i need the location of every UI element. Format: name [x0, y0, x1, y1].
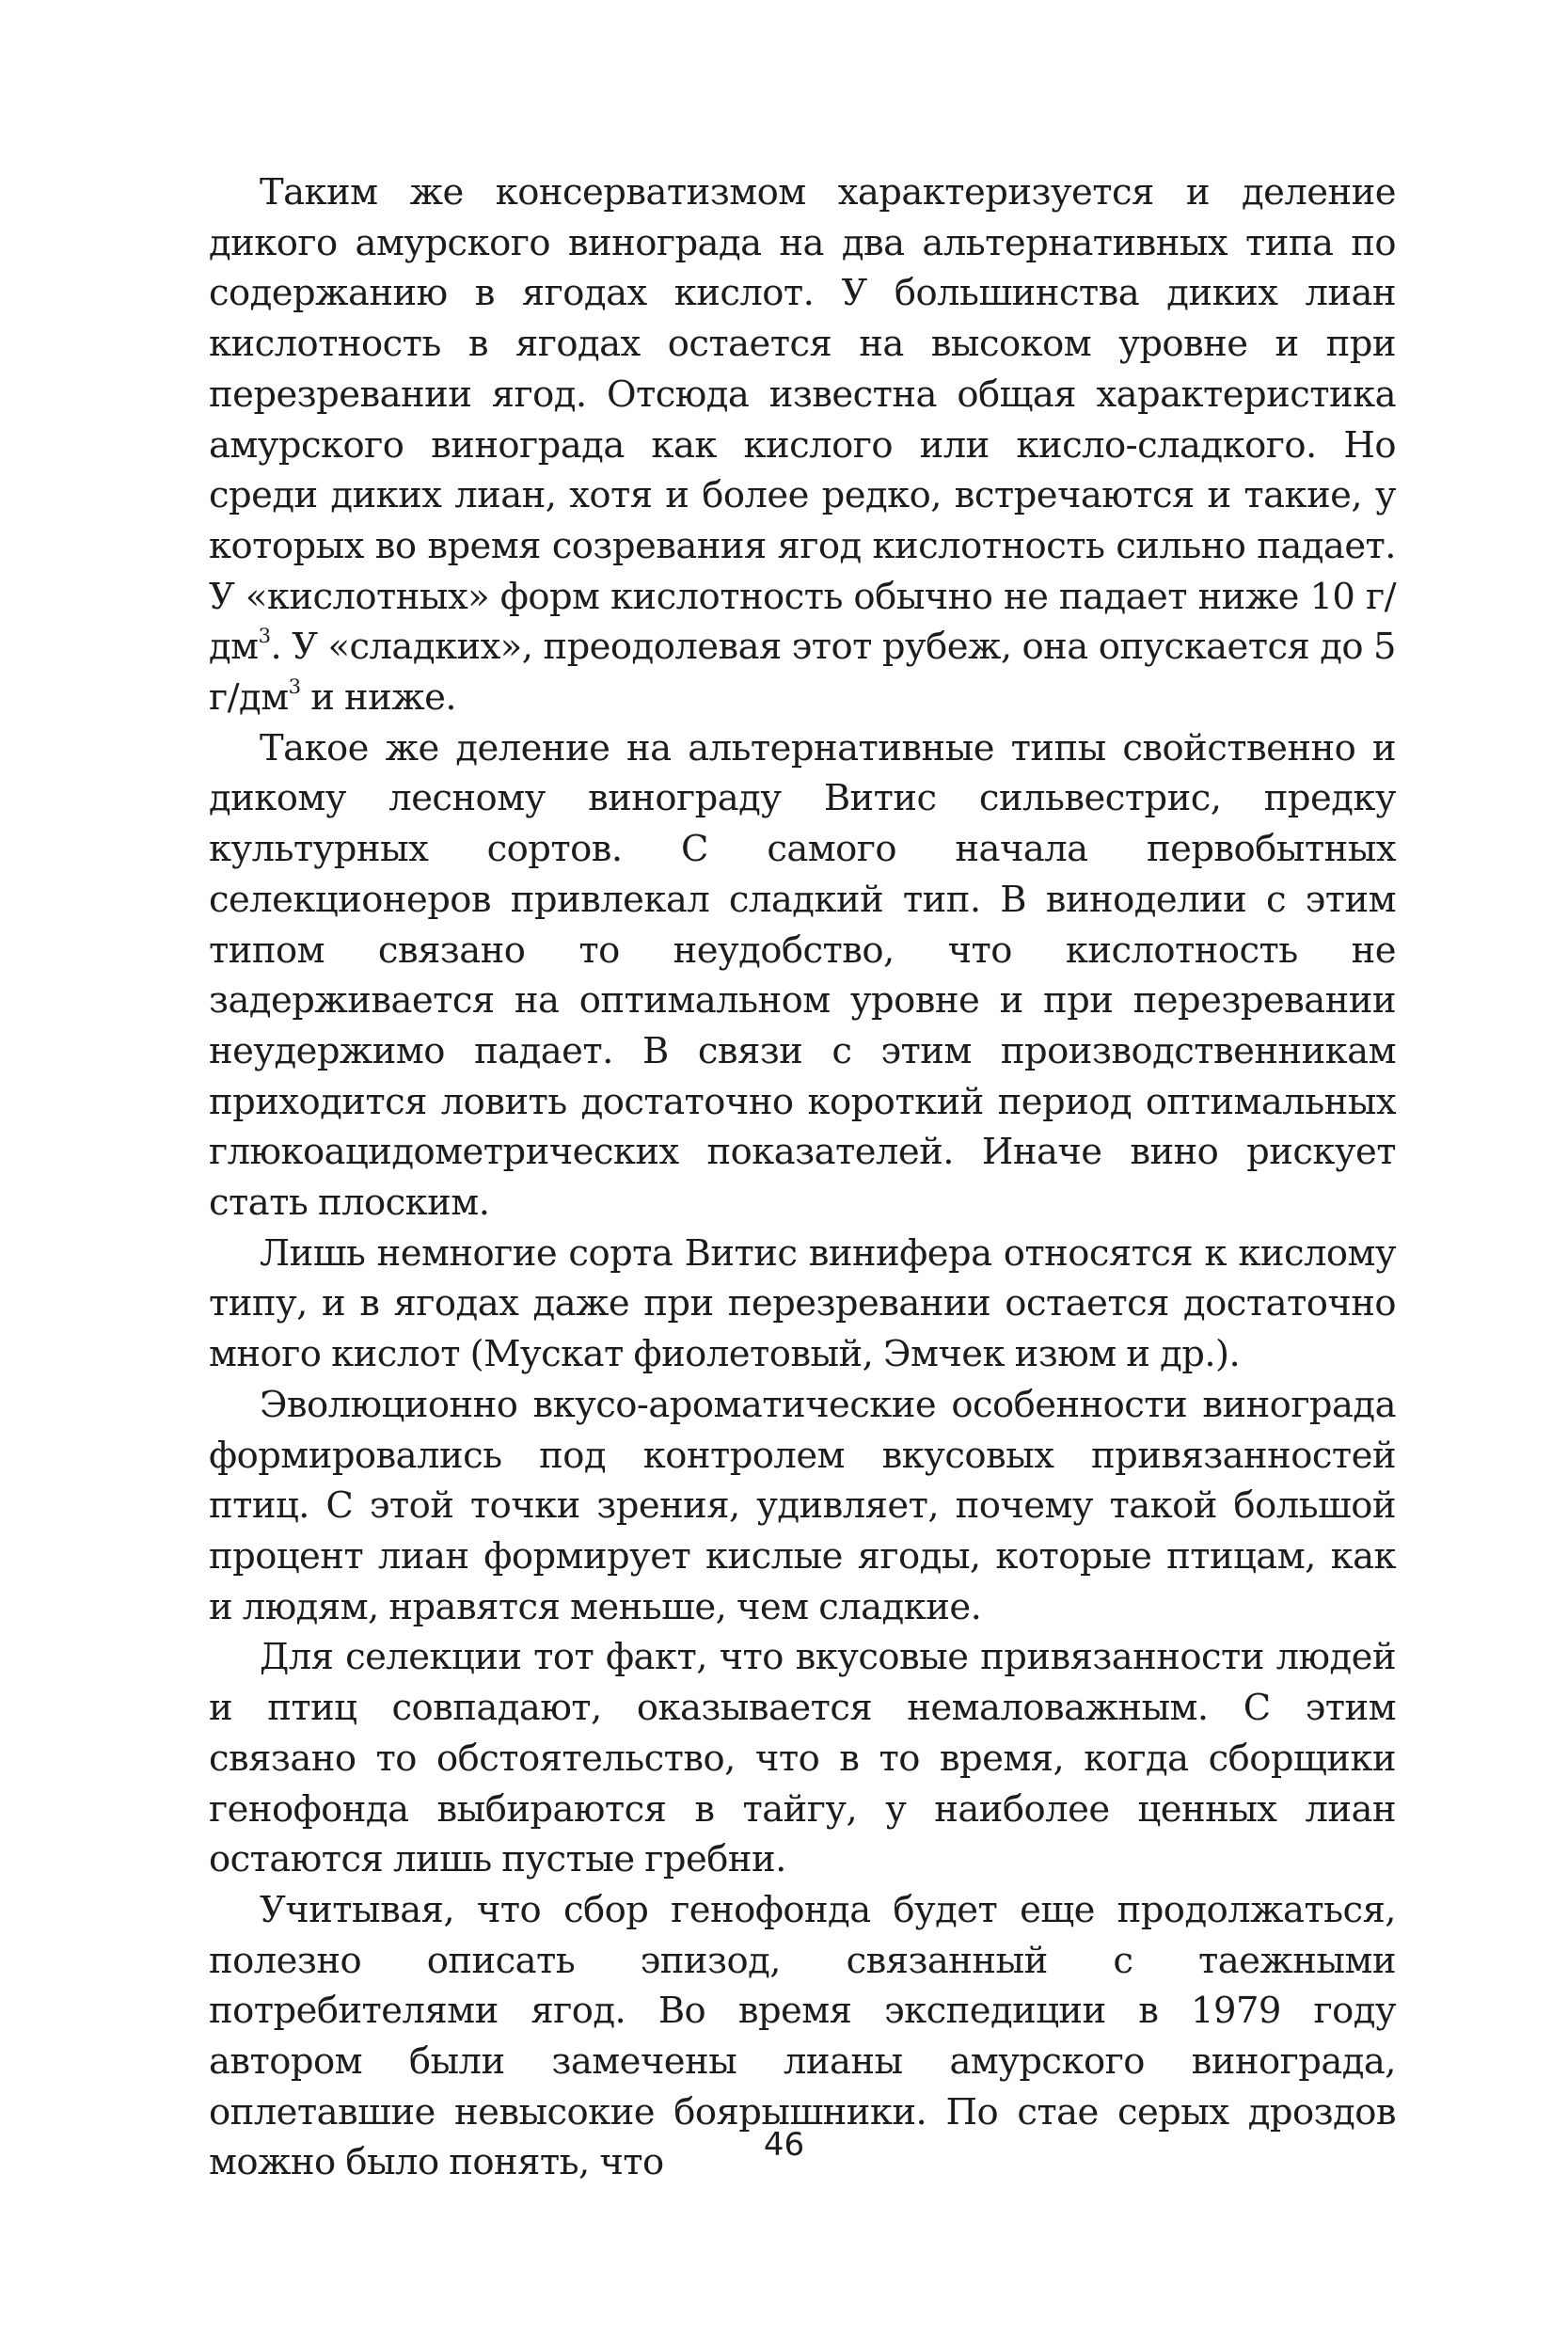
paragraph-1-part-3: и ниже.: [300, 676, 457, 720]
paragraph-3: Лишь немногие сорта Витис винифера относятся к кислому типу, и в ягодах даже при перезревании остается достаточно много кислот (Мускат фиолетовый, Эмчек изюм и др.).: [209, 1231, 1396, 1376]
superscript-cubed: 3: [288, 674, 301, 699]
superscript-cubed: 3: [258, 624, 271, 648]
paragraph-1-part-1: Таким же консерватизмом характеризуется и деление дикого амурского винограда на два альтернативных типа по содержанию в ягодах кислот. У большинства диких лиан кислотность в ягодах остается на высоком уровне и при перезревании ягод. Отсюда известна общая характеристика амурского винограда как кислого или кисло-сладкого. Но среди диких лиан, хотя и более редко, встречаются и такие, у которых во время созревания ягод кислотность сильно падает. У «кислотных» форм кислотность обычно не падает ниже 10 г/дм: [209, 171, 1396, 669]
paragraph-4: Эволюционно вкусо-ароматические особенности винограда формировались под контролем вкусовых привязанностей птиц. С этой точки зрения, удивляет, почему такой большой процент лиан формирует кислые ягоды, которые птицам, как и людям, нравятся меньше, чем сладкие.: [209, 1383, 1396, 1628]
paragraph-2: Такое же деление на альтернативные типы свойственно и дикому лесному винограду Витис сильвестрис, предку культурных сортов. С самого начала первобытных селекционеров привлекал сладкий тип. В виноделии с этим типом связано то неудобство, что кислотность не задерживается на оптимальном уровне и при перезревании неудержимо падает. В связи с этим производственникам приходится ловить достаточно короткий период оптимальных глюкоацидометрических показателей. Иначе вино рискует стать плоским.: [209, 726, 1396, 1225]
paragraph-1: [209, 167, 1396, 723]
paragraph-1-part-2: . У «сладких», преодолевая этот рубеж, она опускается до 5 г/дм: [209, 626, 1396, 720]
page-number: 46: [763, 2126, 805, 2164]
body-text: [209, 167, 1396, 2188]
paragraph-6: Учитывая, что сбор генофонда будет еще продолжаться, полезно описать эпизод, связанный с таежными потребителями ягод. Во время экспедиции в 1979 году автором были замечены лианы амурского винограда, оплетавшие невысокие боярышники. По стае серых дроздов можно было понять, что: [209, 1888, 1396, 2184]
paragraph-5: Для селекции тот факт, что вкусовые привязанности людей и птиц совпадают, оказывается немаловажным. С этим связано то обстоятельство, что в то время, когда сборщики генофонда выбираются в тайгу, у наиболее ценных лиан остаются лишь пустые гребни.: [209, 1636, 1396, 1881]
